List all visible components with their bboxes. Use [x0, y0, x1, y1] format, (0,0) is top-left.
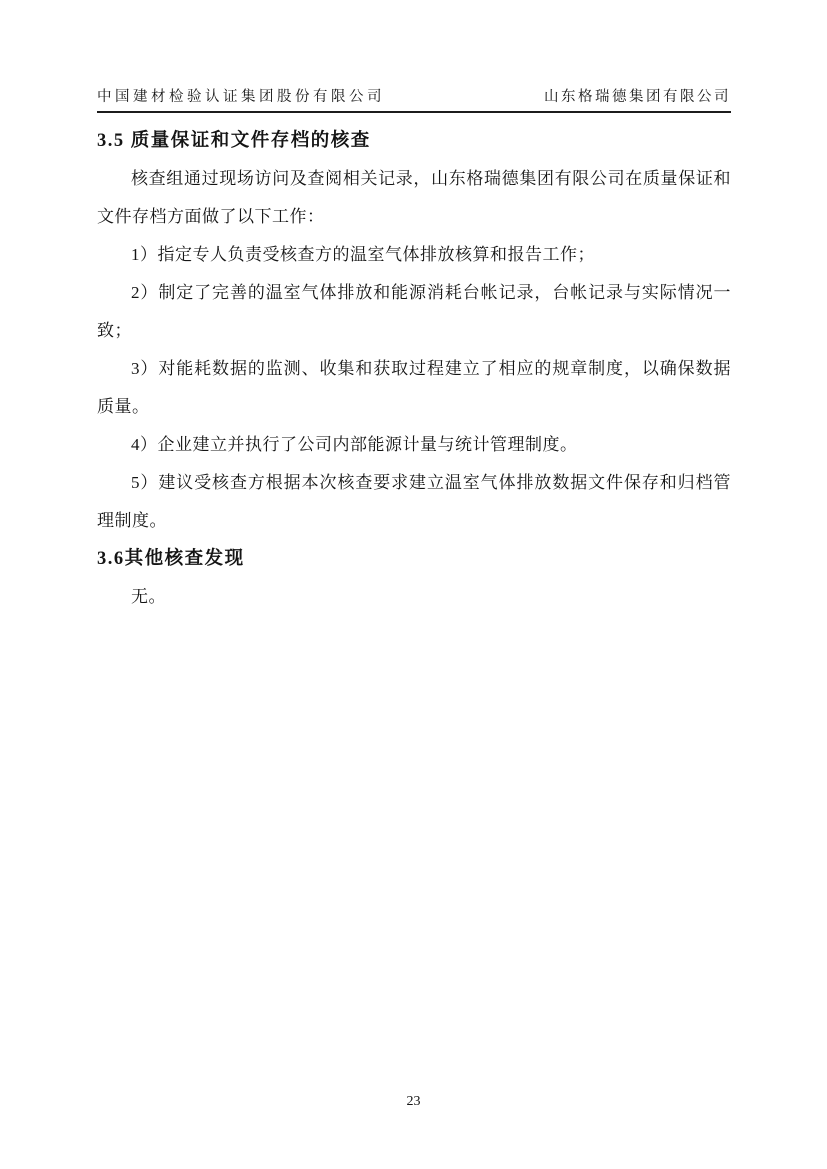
list-item-3: 3）对能耗数据的监测、收集和获取过程建立了相应的规章制度，以确保数据质量。	[97, 359, 731, 416]
list-item-2: 2）制定了完善的温室气体排放和能源消耗台帐记录，台帐记录与实际情况一致；	[97, 283, 731, 340]
list-item-1: 1）指定专人负责受核查方的温室气体排放核算和报告工作；	[131, 245, 595, 264]
section-heading-3-5: 3.5 质量保证和文件存档的核查	[97, 131, 371, 151]
section-heading-3-6: 3.6其他核查发现	[97, 549, 245, 569]
document-body	[97, 122, 731, 616]
header-company-right: 山东格瑞德集团有限公司	[544, 89, 731, 105]
page-number: 23	[406, 1094, 421, 1109]
list-item-5: 5）建议受核查方根据本次核查要求建立温室气体排放数据文件保存和归档管理制度。	[97, 473, 731, 530]
paragraph-none: 无。	[131, 587, 166, 606]
paragraph-intro: 核查组通过现场访问及查阅相关记录，山东格瑞德集团有限公司在质量保证和文件存档方面做了以下工作：	[97, 169, 731, 226]
list-item-4: 4）企业建立并执行了公司内部能源计量与统计管理制度。	[131, 435, 578, 454]
header-rule	[97, 111, 731, 113]
page-header	[97, 86, 731, 113]
header-company-left: 中国建材检验认证集团股份有限公司	[97, 89, 385, 105]
